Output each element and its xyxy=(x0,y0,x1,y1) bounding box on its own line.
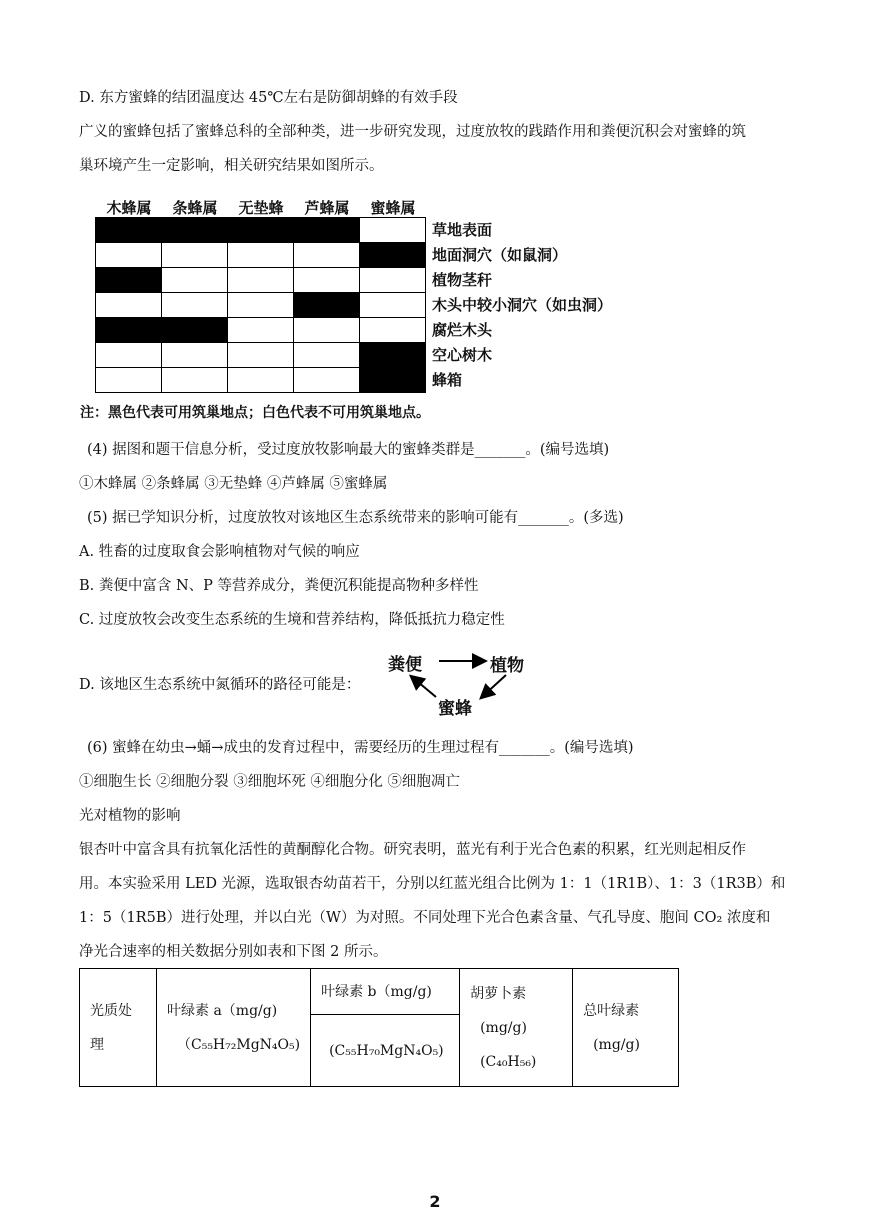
grid-cell-unavailable xyxy=(360,218,426,243)
nesting-habitat-grid xyxy=(95,217,426,393)
cycle-arrows xyxy=(380,645,540,715)
header-light-treatment: 光质处 理 xyxy=(80,969,157,1087)
grid-cell-available xyxy=(360,243,426,268)
header-chlorophyll-b-formula: (C₅₅H₇₀MgN₄O₅) xyxy=(311,1015,460,1087)
paragraph-line-1: 银杏叶中富含具有抗氧化活性的黄酮醇化合物。研究表明，蓝光有利于光合色素的积累，红光则起相反作 xyxy=(79,842,746,858)
option-d-previous: D. 东方蜜蜂的结团温度达 45℃左右是防御胡蜂的有效手段 xyxy=(79,90,458,106)
intro-line-2: 巢环境产生一定影响，相关研究结果如图所示。 xyxy=(79,158,384,174)
grid-cell-unavailable xyxy=(96,243,162,268)
grid-column-headers xyxy=(96,197,426,217)
header-chlorophyll-a: 叶绿素 a（mg/g) （C₅₅H₇₂MgN₄O₅) xyxy=(157,969,311,1087)
arrow-plant-to-bee xyxy=(482,675,506,697)
grid-cell-unavailable xyxy=(294,243,360,268)
grid-cell-available xyxy=(96,218,162,243)
grid-note: 注：黑色代表可用筑巢地点；白色代表不可用筑巢地点。 xyxy=(80,405,430,421)
grid-row xyxy=(96,218,426,243)
grid-cell-unavailable xyxy=(228,293,294,318)
grid-cell-available xyxy=(228,218,294,243)
grid-cell-unavailable xyxy=(162,293,228,318)
grid-cell-unavailable xyxy=(96,343,162,368)
question-4: (4) 据图和题干信息分析，受过度放牧影响最大的蜜蜂类群是_______。(编号选填) xyxy=(87,442,610,458)
question-4-options: ①木蜂属 ②条蜂属 ③无垫蜂 ④芦蜂属 ⑤蜜蜂属 xyxy=(79,476,388,492)
grid-row xyxy=(96,268,426,293)
grid-cell-unavailable xyxy=(228,318,294,343)
question-5-option-b: B. 粪便中富含 N、P 等营养成分，粪便沉积能提高物种多样性 xyxy=(79,578,479,594)
question-5-option-c: C. 过度放牧会改变生态系统的生境和营养结构，降低抵抗力稳定性 xyxy=(79,612,505,628)
grid-cell-unavailable xyxy=(162,368,228,393)
grid-cell-available xyxy=(360,343,426,368)
grid-cell-available xyxy=(360,368,426,393)
grid-cell-available xyxy=(162,318,228,343)
cycle-node-feces: 粪便 xyxy=(388,655,422,675)
grid-col-2: 无垫蜂 xyxy=(238,199,284,217)
grid-col-3: 芦蜂属 xyxy=(304,199,350,217)
grid-row-label: 植物茎秆 xyxy=(432,271,493,289)
grid-cell-unavailable xyxy=(162,343,228,368)
grid-cell-unavailable xyxy=(228,368,294,393)
question-6-options: ①细胞生长 ②细胞分裂 ③细胞坏死 ④细胞分化 ⑤细胞凋亡 xyxy=(79,774,460,790)
grid-cell-unavailable xyxy=(228,268,294,293)
grid-row-label: 腐烂木头 xyxy=(432,321,493,339)
question-5-option-d: D. 该地区生态系统中氮循环的路径可能是： xyxy=(79,677,361,693)
grid-row-label: 地面洞穴（如鼠洞） xyxy=(432,246,568,264)
pigment-table xyxy=(79,968,679,1087)
grid-cell-unavailable xyxy=(360,268,426,293)
question-5-option-a: A. 牲畜的过度取食会影响植物对气候的响应 xyxy=(79,544,360,560)
grid-row-label: 蜂箱 xyxy=(432,371,463,389)
grid-row xyxy=(96,243,426,268)
paragraph-line-2: 用。本实验采用 LED 光源，选取银杏幼苗若干，分别以红蓝光组合比例为 1：1（1R1B）、1：3（1R3B）和 xyxy=(79,876,786,892)
grid-cell-unavailable xyxy=(96,368,162,393)
grid-cell-unavailable xyxy=(294,368,360,393)
grid-cell-available xyxy=(96,318,162,343)
grid-cell-unavailable xyxy=(162,268,228,293)
cycle-node-plant: 植物 xyxy=(490,656,524,676)
grid-cell-unavailable xyxy=(162,243,228,268)
grid-col-0: 木蜂属 xyxy=(106,199,152,217)
paragraph-line-3: 1：5（1R5B）进行处理，并以白光（W）为对照。不同处理下光合色素含量、气孔导度、胞间 CO₂ 浓度和 xyxy=(79,910,771,926)
grid-row-label: 草地表面 xyxy=(432,221,493,239)
header-carotene: 胡萝卜素 (mg/g) (C₄₀H₅₆) xyxy=(460,969,573,1087)
header-chlorophyll-b: 叶绿素 b（mg/g) xyxy=(311,969,460,1015)
intro-line-1: 广义的蜜蜂包括了蜜蜂总科的全部种类，进一步研究发现，过度放牧的践踏作用和粪便沉积会对蜜蜂的筑 xyxy=(79,124,746,140)
grid-cell-unavailable xyxy=(96,293,162,318)
grid-col-1: 条蜂属 xyxy=(172,199,218,217)
grid-cell-unavailable xyxy=(294,343,360,368)
grid-cell-available xyxy=(294,218,360,243)
grid-row-label: 空心树木 xyxy=(432,346,493,364)
question-6: (6) 蜜蜂在幼虫→蛹→成虫的发育过程中，需要经历的生理过程有_______。(编号选填) xyxy=(87,740,634,756)
grid-cell-unavailable xyxy=(360,293,426,318)
grid-cell-unavailable xyxy=(228,343,294,368)
grid-row xyxy=(96,318,426,343)
grid-cell-available xyxy=(96,268,162,293)
grid-cell-unavailable xyxy=(294,318,360,343)
grid-cell-unavailable xyxy=(294,268,360,293)
paragraph-line-4: 净光合速率的相关数据分别如表和下图 2 所示。 xyxy=(79,944,388,960)
grid-cell-unavailable xyxy=(228,243,294,268)
section-title: 光对植物的影响 xyxy=(79,808,181,824)
grid-cell-available xyxy=(162,218,228,243)
grid-row xyxy=(96,343,426,368)
grid-cell-unavailable xyxy=(360,318,426,343)
grid-row-label: 木头中较小洞穴（如虫洞） xyxy=(432,296,613,314)
question-5: (5) 据已学知识分析，过度放牧对该地区生态系统带来的影响可能有_______。(多选) xyxy=(87,510,624,526)
cycle-node-bee: 蜜蜂 xyxy=(438,699,472,719)
grid-col-4: 蜜蜂属 xyxy=(370,199,416,217)
page-number: 2 xyxy=(429,1192,441,1211)
grid-row xyxy=(96,368,426,393)
header-total-chlorophyll: 总叶绿素 (mg/g) xyxy=(573,969,679,1087)
arrow-bee-to-feces xyxy=(412,677,436,697)
grid-row xyxy=(96,293,426,318)
grid-cell-available xyxy=(294,293,360,318)
